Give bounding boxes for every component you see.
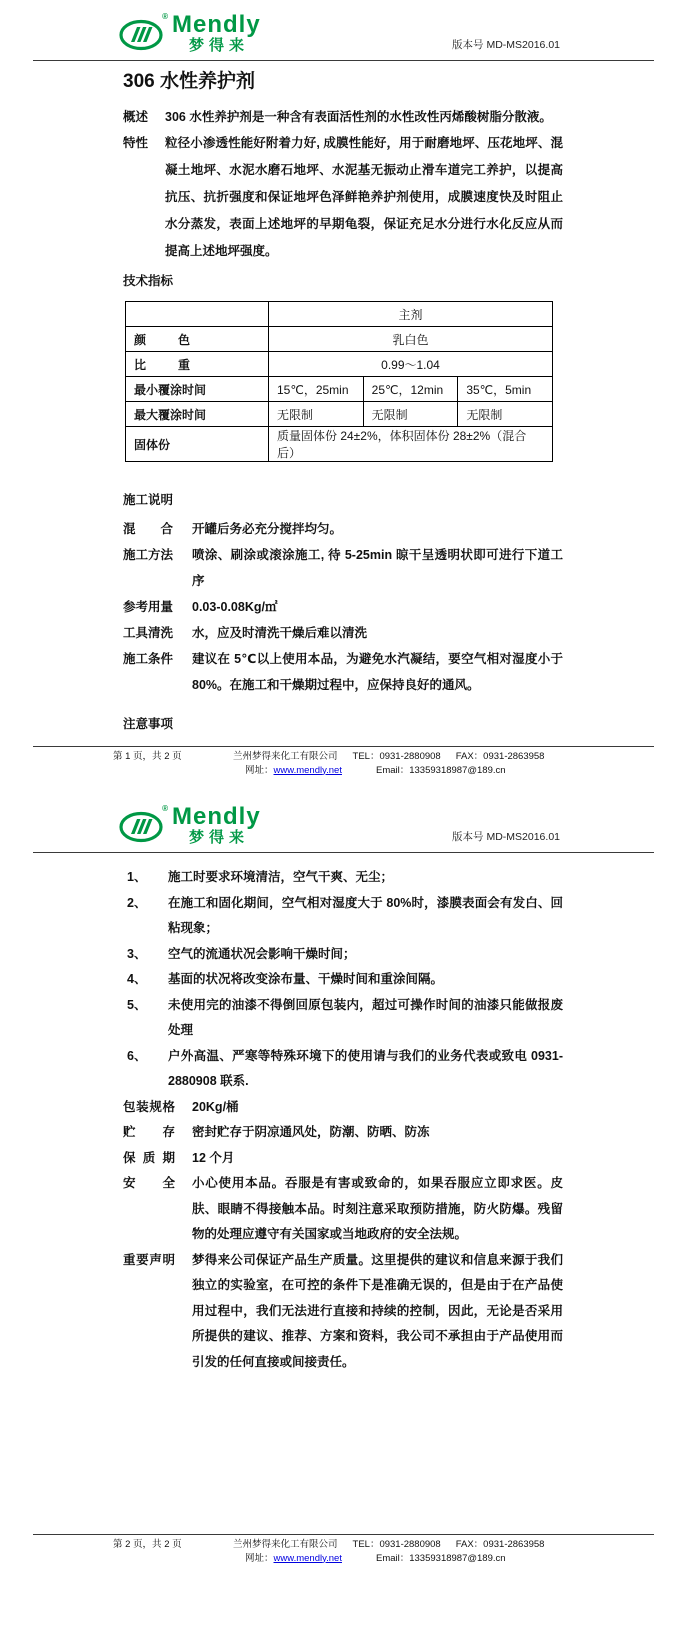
precautions-heading: 注意事项 <box>123 717 174 731</box>
brand-text <box>172 13 261 54</box>
version-label: 版本号 MD-MS2016.01 <box>452 39 560 51</box>
spec-item-safety <box>123 1171 563 1248</box>
company-logo <box>119 13 261 54</box>
color-value: 乳白色 <box>269 327 553 352</box>
brand-name: Mendly <box>172 11 261 38</box>
shelf-life-label: 保质期 <box>123 1150 175 1165</box>
column-header-main-agent: 主剂 <box>269 302 553 327</box>
brand-name-chinese: 梦得来 <box>189 829 250 846</box>
list-item <box>127 967 563 993</box>
spec-item-disclaimer <box>123 1248 563 1376</box>
header-divider <box>33 852 654 853</box>
spec-item-shelf-life <box>123 1146 563 1172</box>
disclaimer-text: 梦得来公司保证产品生产质量。这里提供的建议和信息来源于我们独立的实验室，在可控的条件下是准确无误的，但是由于在产品使用过程中，我们无法进行直接和持续的控制，因此，无论是否采用所提供的建议、推荐、方案和资料，我公司不承担由于产品使用而引发的任何直接或间接责任。 <box>192 1252 563 1369</box>
company-name: 兰州梦得来化工有限公司 <box>233 751 338 762</box>
features-row <box>123 130 563 265</box>
cleaning-text: 水，应及时清洗干燥后难以清洗 <box>192 626 368 640</box>
brand-name-chinese: 梦得来 <box>189 37 250 54</box>
method-label: 施工方法 <box>123 548 174 562</box>
mendly-logo-icon <box>119 805 169 845</box>
dosage-label: 参考用量 <box>123 600 174 614</box>
construction-item-conditions <box>123 646 563 698</box>
item-number: 1、 <box>127 870 147 884</box>
row-label-max-recoat: 最大覆涂时间 <box>126 402 269 427</box>
item-text: 施工时要求环境清洁，空气干爽、无尘； <box>168 870 394 884</box>
item-text: 基面的状况将改变涂布量、干燥时间和重涂间隔。 <box>168 972 444 986</box>
table-row <box>126 427 553 462</box>
item-text: 未使用完的油漆不得倒回原包装内，超过可操作时间的油漆只能做报废处理 <box>168 997 563 1037</box>
min-recoat-25c: 25℃，12min <box>363 377 458 402</box>
overview-row <box>123 104 563 130</box>
item-text: 空气的流通状况会影响干燥时间； <box>168 946 356 961</box>
min-recoat-15c: 15℃，25min <box>269 377 364 402</box>
item-text: 户外高温、严寒等特殊环境下的使用请与我们的业务代表或致电 0931-2880908 联系. <box>168 1048 563 1088</box>
disclaimer-label: 重要声明 <box>123 1252 175 1267</box>
website-link[interactable]: www.mendly.net <box>273 764 342 776</box>
tel-number: TEL：0931-2880908 <box>352 751 441 762</box>
page-number: 第 1 页，共 2 页 <box>113 751 182 762</box>
page-title: 306 水性养护剂 <box>123 71 255 92</box>
min-recoat-35c: 35℃，5min <box>458 377 553 402</box>
construction-item-method <box>123 542 563 594</box>
table-row <box>126 377 553 402</box>
row-label-solids: 固体份 <box>126 427 269 462</box>
table-row <box>126 402 553 427</box>
item-number: 2、 <box>127 895 147 910</box>
table-row <box>126 302 553 327</box>
brand-name: Mendly <box>172 803 261 830</box>
mixing-text: 开罐后务必充分搅拌均匀。 <box>192 522 343 536</box>
header-divider <box>33 60 654 61</box>
page2-footer <box>0 1534 687 1565</box>
list-item <box>127 942 563 968</box>
item-number: 3、 <box>127 946 147 961</box>
specific-gravity-value: 0.99～1.04 <box>269 352 553 377</box>
list-item <box>127 865 563 891</box>
construction-item-mixing <box>123 516 563 542</box>
max-recoat-3: 无限制 <box>458 402 553 427</box>
brand-text <box>172 805 261 846</box>
company-logo <box>119 805 261 846</box>
dosage-text: 0.03-0.08Kg/㎡ <box>192 600 278 614</box>
tech-indicators-heading: 技术指标 <box>123 274 174 288</box>
registered-mark: ® <box>162 804 168 813</box>
tel-number: TEL：0931-2880908 <box>352 1539 441 1550</box>
precautions-list <box>0 865 687 1095</box>
item-number: 6、 <box>127 1048 147 1063</box>
overview-label: 概述 <box>123 110 149 124</box>
item-text: 在施工和固化期间，空气相对湿度大于 80%时，漆膜表面会有发白、回粘现象； <box>168 895 563 935</box>
page1-footer <box>0 746 687 777</box>
empty-cell <box>126 302 269 327</box>
cleaning-label: 工具清洗 <box>123 626 174 640</box>
row-label-min-recoat: 最小覆涂时间 <box>126 377 269 402</box>
packaging-text: 20Kg/桶 <box>192 1099 239 1114</box>
conditions-label: 施工条件 <box>123 652 174 666</box>
mendly-logo-icon <box>119 13 169 53</box>
construction-item-dosage <box>123 594 563 620</box>
email-address: Email：13359318987@189.cn <box>375 1552 506 1564</box>
safety-label: 安全 <box>123 1176 175 1190</box>
footer-divider <box>33 1534 654 1535</box>
page-number: 第 2 页，共 2 页 <box>113 1539 182 1550</box>
page1-header <box>0 0 687 60</box>
safety-text: 小心使用本品。吞服是有害或致命的，如果吞服应立即求医。皮肤、眼睛不得接触本品。时刻注意采取预防措施，防火防爆。残留物的处理应遵守有关国家或当地政府的安全法规。 <box>192 1176 563 1241</box>
fax-number: FAX：0931-2863958 <box>455 751 545 762</box>
shelf-life-text: 12 个月 <box>192 1150 235 1165</box>
solids-value: 质量固体份 24±2%，体积固体份 28±2%（混合后） <box>269 427 553 462</box>
max-recoat-2: 无限制 <box>363 402 458 427</box>
features-text: 粒径小渗透性能好附着力好, 成膜性能好，用于耐磨地坪、压花地坪、混凝土地坪、水泥水磨石地坪、水泥基无振动止滑车道完工养护，以提高抗压、抗折强度和保证地坪色泽鲜艳养护剂使用，成膜速度快及时阻止水分蒸发，表面上述地坪的早期龟裂，保证充足水分进行水化反应从而提高上述地坪强度。 <box>165 136 563 258</box>
table-row <box>126 327 553 352</box>
fax-number: FAX：0931-2863958 <box>455 1539 545 1550</box>
list-item <box>127 993 563 1044</box>
overview-text: 306 水性养护剂是一种含有表面活性剂的水性改性丙烯酸树脂分散液。 <box>165 110 552 124</box>
row-label-color: 颜色 <box>126 327 269 352</box>
company-name: 兰州梦得来化工有限公司 <box>233 1539 338 1550</box>
construction-item-cleaning <box>123 620 563 646</box>
storage-label: 贮存 <box>123 1125 175 1139</box>
packaging-label: 包装规格 <box>123 1099 175 1114</box>
page-1 <box>0 0 687 792</box>
page2-header <box>0 792 687 852</box>
website-label: 网址： <box>245 1552 274 1564</box>
construction-heading: 施工说明 <box>123 493 174 507</box>
website-label: 网址： <box>245 764 274 776</box>
list-item <box>127 891 563 942</box>
table-row <box>126 352 553 377</box>
conditions-text: 建议在 5℃以上使用本品，为避免水汽凝结，要空气相对湿度小于 80%。在施工和干燥期过程中，应保持良好的通风。 <box>192 652 563 692</box>
storage-text: 密封贮存于阴凉通风处，防潮、防晒、防冻 <box>192 1125 430 1139</box>
email-address: Email：13359318987@189.cn <box>375 764 506 776</box>
row-label-specific-gravity: 比重 <box>126 352 269 377</box>
item-number: 4、 <box>127 972 147 986</box>
tech-indicators-table <box>125 301 553 462</box>
item-number: 5、 <box>127 997 147 1012</box>
spec-item-packaging <box>123 1095 563 1121</box>
method-text: 喷涂、刷涂或滚涂施工, 待 5-25min 晾干呈透明状即可进行下道工序 <box>192 548 563 588</box>
spec-item-storage <box>123 1120 563 1146</box>
footer-divider <box>33 746 654 747</box>
registered-mark: ® <box>162 12 168 21</box>
website-link[interactable]: www.mendly.net <box>273 1552 342 1564</box>
list-item <box>127 1044 563 1095</box>
version-label: 版本号 MD-MS2016.01 <box>452 831 560 843</box>
max-recoat-1: 无限制 <box>269 402 364 427</box>
mixing-label: 混合 <box>123 522 173 536</box>
page-2 <box>0 792 687 1638</box>
features-label: 特性 <box>123 136 149 150</box>
